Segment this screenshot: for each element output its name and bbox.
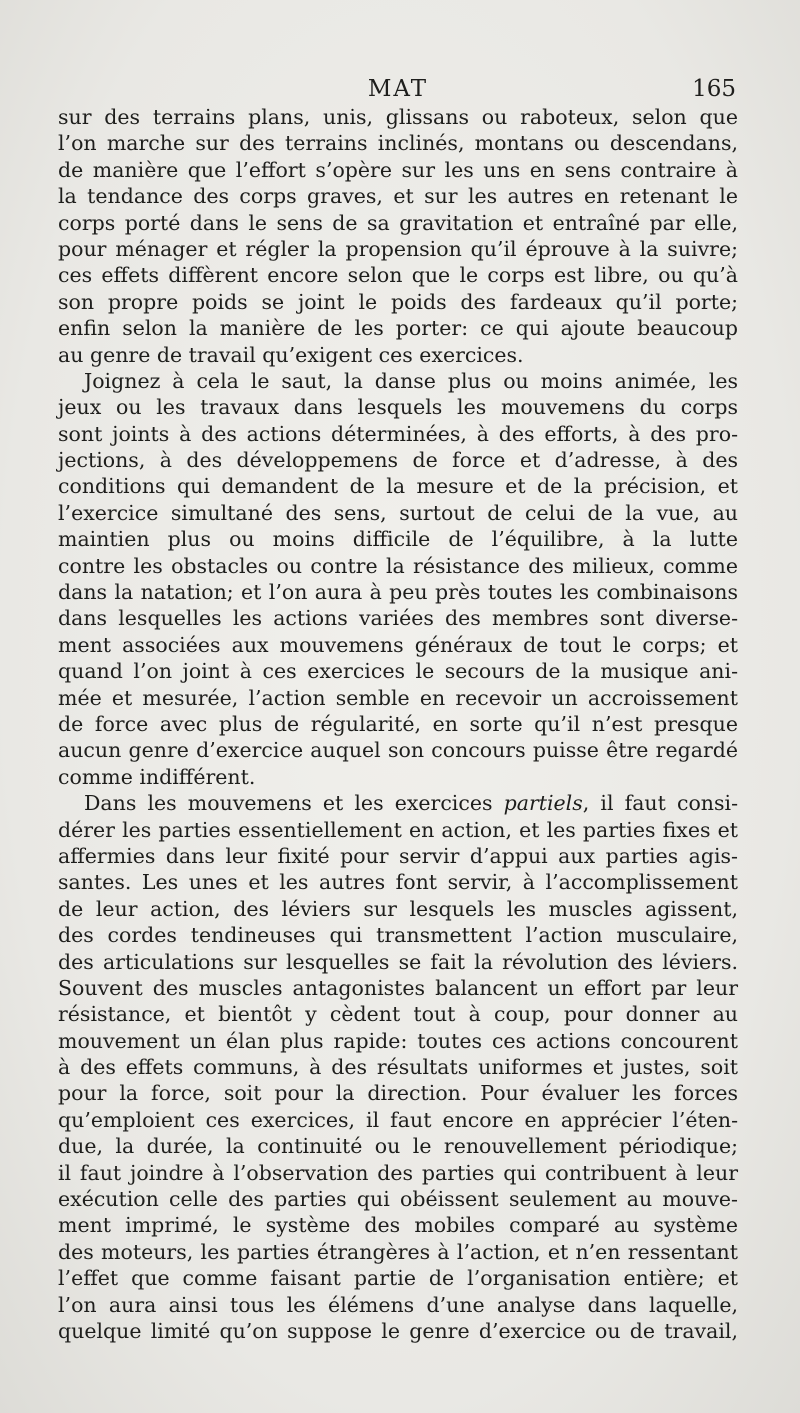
text-line: sont joints à des actions déterminées, à des efforts, à des pro-	[58, 421, 738, 446]
text-line: il faut joindre à l’observation des parties qui contribuent à leur	[58, 1160, 738, 1185]
text-line: ment imprimé, le système des mobiles comparé au système	[58, 1213, 738, 1238]
text-line: jections, à des développemens de force et d’adresse, à des	[58, 448, 738, 473]
paragraph-2	[58, 368, 738, 790]
text-line: son propre poids se joint le poids des fardeaux qu’il porte;	[58, 289, 738, 314]
text-line: mée et mesurée, l’action semble en recevoir un accroissement	[58, 685, 738, 710]
text-line: Souvent des muscles antagonistes balancent un effort par leur	[58, 975, 738, 1000]
text-line: l’on marche sur des terrains inclinés, montans ou descendans,	[58, 131, 738, 156]
running-head: MAT	[367, 76, 429, 102]
italic-term: partiels	[503, 791, 583, 816]
text-line: enfin selon la manière de les porter: ce qui ajoute beaucoup	[58, 316, 738, 341]
text-line: quelque limité qu’on suppose le genre d’exercice ou de travail,	[58, 1318, 738, 1343]
text-line: résistance, et bientôt y cèdent tout à coup, pour donner au	[58, 1002, 738, 1027]
text-line: santes. Les unes et les autres font servir, à l’accomplissement	[58, 870, 738, 895]
text-line: jeux ou les travaux dans lesquels les mouvemens du corps	[58, 395, 738, 420]
text-line: conditions qui demandent de la mesure et de la précision, et	[58, 474, 738, 499]
text-line: contre les obstacles ou contre la résistance des milieux, comme	[58, 553, 738, 578]
text-line: Joignez à cela le saut, la danse plus ou moins animée, les	[84, 368, 738, 393]
paragraph-3	[58, 790, 738, 1344]
text-line: des moteurs, les parties étrangères à l’action, et n’en ressentant	[58, 1239, 738, 1264]
text-line: des articulations sur lesquelles se fait la révolution des léviers.	[58, 949, 738, 974]
text-line: de force avec plus de régularité, en sorte qu’il n’est presque	[58, 711, 738, 736]
text-line: comme indifférent.	[58, 764, 256, 789]
text-line: due, la durée, la continuité ou le renouvellement périodique;	[58, 1134, 738, 1159]
text-line: de manière que l’effort s’opère sur les uns en sens contraire à	[58, 157, 738, 182]
text-line: dérer les parties essentiellement en action, et les parties fixes et	[58, 817, 738, 842]
text-line: ces effets diffèrent encore selon que le corps est libre, ou qu’à	[58, 263, 738, 288]
text-line: exécution celle des parties qui obéissent seulement au mouve-	[58, 1187, 738, 1212]
text-line: quand l’on joint à ces exercices le secours de la musique ani-	[58, 659, 738, 684]
page-number: 165	[692, 76, 736, 102]
text-line: la tendance des corps graves, et sur les autres en retenant le	[58, 184, 738, 209]
text-line: mouvement un élan plus rapide: toutes ces actions concourent	[58, 1028, 738, 1053]
text-line: l’on aura ainsi tous les élémens d’une analyse dans laquelle,	[58, 1292, 738, 1317]
text-line: l’effet que comme faisant partie de l’organisation entière; et	[58, 1266, 738, 1291]
text-line: dans lesquelles les actions variées des membres sont diverse-	[58, 606, 738, 631]
text-line: sur des terrains plans, unis, glissans ou raboteux, selon que	[58, 105, 738, 129]
text-line: affermies dans leur fixité pour servir d’appui aux parties agis-	[58, 843, 738, 868]
text-line: dans la natation; et l’on aura à peu près toutes les combinaisons	[58, 580, 738, 605]
text-line: qu’emploient ces exercices, il faut encore en apprécier l’éten-	[58, 1107, 738, 1132]
text-line: à des effets communs, à des résultats uniformes et justes, soit	[58, 1055, 738, 1080]
text-line: corps porté dans le sens de sa gravitation et entraîné par elle,	[58, 210, 738, 235]
page-header	[58, 76, 738, 106]
text-line: pour ménager et régler la propension qu’il éprouve à la suivre;	[58, 236, 738, 261]
text-line: au genre de travail qu’exigent ces exercices.	[58, 342, 524, 367]
text-line: l’exercice simultané des sens, surtout de celui de la vue, au	[58, 500, 738, 525]
text-run: , il faut consi-	[582, 791, 738, 816]
text-line: ment associées aux mouvemens généraux de tout le corps; et	[58, 632, 738, 657]
paragraph-1	[58, 104, 738, 368]
text-line: aucun genre d’exercice auquel son concours puisse être regardé	[58, 738, 738, 763]
text-line: des cordes tendineuses qui transmettent l’action musculaire,	[58, 923, 738, 948]
text-line	[58, 790, 738, 816]
text-line: pour la force, soit pour la direction. Pour évaluer les forces	[58, 1081, 738, 1106]
body-text	[58, 104, 738, 1344]
text-line: de leur action, des léviers sur lesquels les muscles agissent,	[58, 896, 738, 921]
text-run: Dans les mouvemens et les exercices	[84, 791, 504, 816]
text-line: maintien plus ou moins difficile de l’équilibre, à la lutte	[58, 527, 738, 552]
